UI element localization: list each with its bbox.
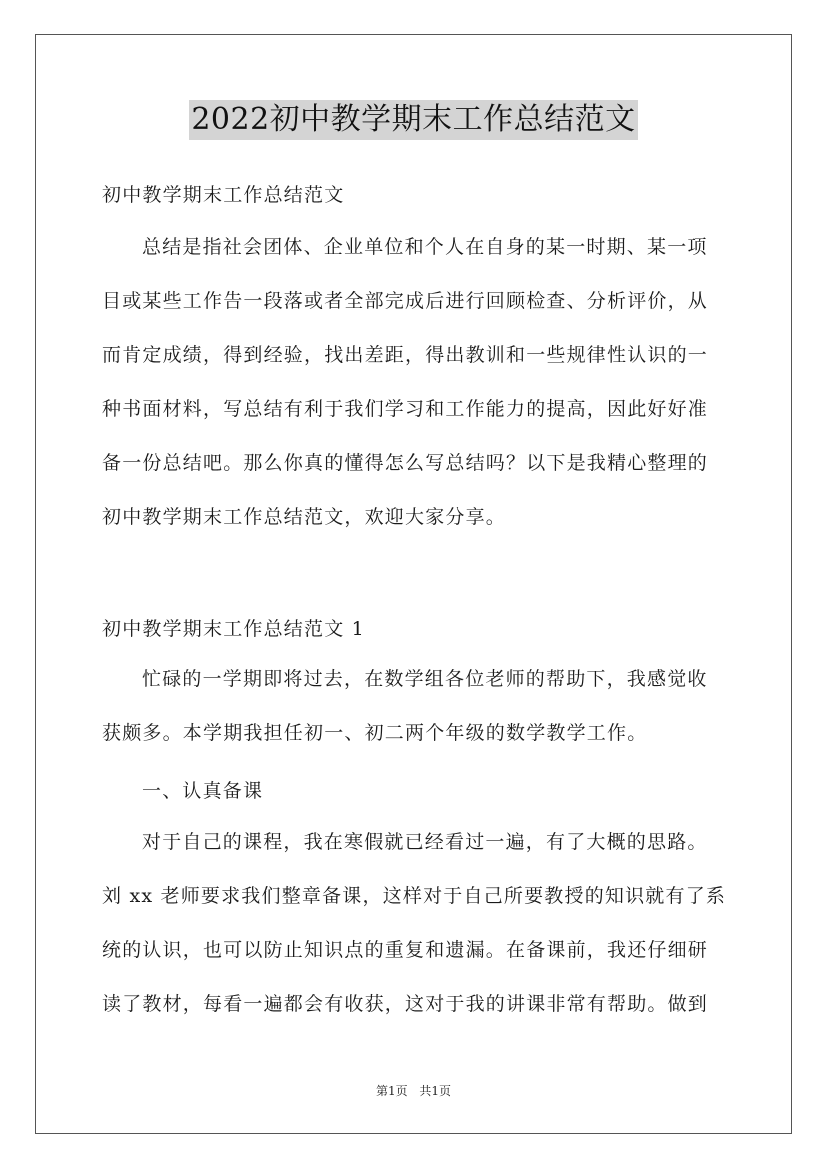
page-number: 第1页 (375, 1084, 408, 1098)
body-paragraph (102, 815, 726, 1031)
page-footer (0, 1082, 827, 1099)
paragraph-line: 目或某些工作告一段落或者全部完成后进行回顾检查、分析评价，从 (102, 290, 709, 312)
paragraph-line: 备一份总结吧。那么你真的懂得怎么写总结吗？以下是我精心整理的 (102, 452, 709, 474)
paragraph-line: 对于自己的课程，我在寒假就已经看过一遍，有了大概的思路。 (142, 831, 708, 853)
page-total: 共1页 (419, 1084, 452, 1098)
intro-paragraph (102, 220, 726, 544)
paragraph-line: 读了教材，每看一遍都会有收获，这对于我的讲课非常有帮助。做到 (102, 993, 709, 1015)
document-title: 2022初中教学期末工作总结范文 (189, 100, 637, 140)
paragraph-line: 初中教学期末工作总结范文，欢迎大家分享。 (102, 506, 507, 528)
title-container (0, 100, 827, 140)
body-paragraph (102, 652, 726, 760)
paragraph-line: 种书面材料，写总结有利于我们学习和工作能力的提高，因此好好准 (102, 398, 709, 420)
paragraph-line: 忙碌的一学期即将过去，在数学组各位老师的帮助下，我感觉收 (142, 668, 708, 690)
paragraph-line: 统的认识，也可以防止知识点的重复和遗漏。在备课前，我还仔细研 (102, 939, 709, 961)
paragraph-line: 刘 xx 老师要求我们整章备课，这样对于自己所要教授的知识就有了系 (102, 885, 727, 907)
paragraph-line: 获颇多。本学期我担任初一、初二两个年级的数学教学工作。 (102, 722, 648, 744)
paragraph-line: 而肯定成绩，得到经验，找出差距，得出教训和一些规律性认识的一 (102, 344, 709, 366)
section-heading-1: 初中教学期末工作总结范文 1 (102, 618, 365, 640)
paragraph-line: 总结是指社会团体、企业单位和个人在自身的某一时期、某一项 (142, 236, 708, 258)
section-heading: 初中教学期末工作总结范文 (102, 184, 345, 206)
subheading-prepare-lessons: 一、认真备课 (142, 780, 264, 802)
